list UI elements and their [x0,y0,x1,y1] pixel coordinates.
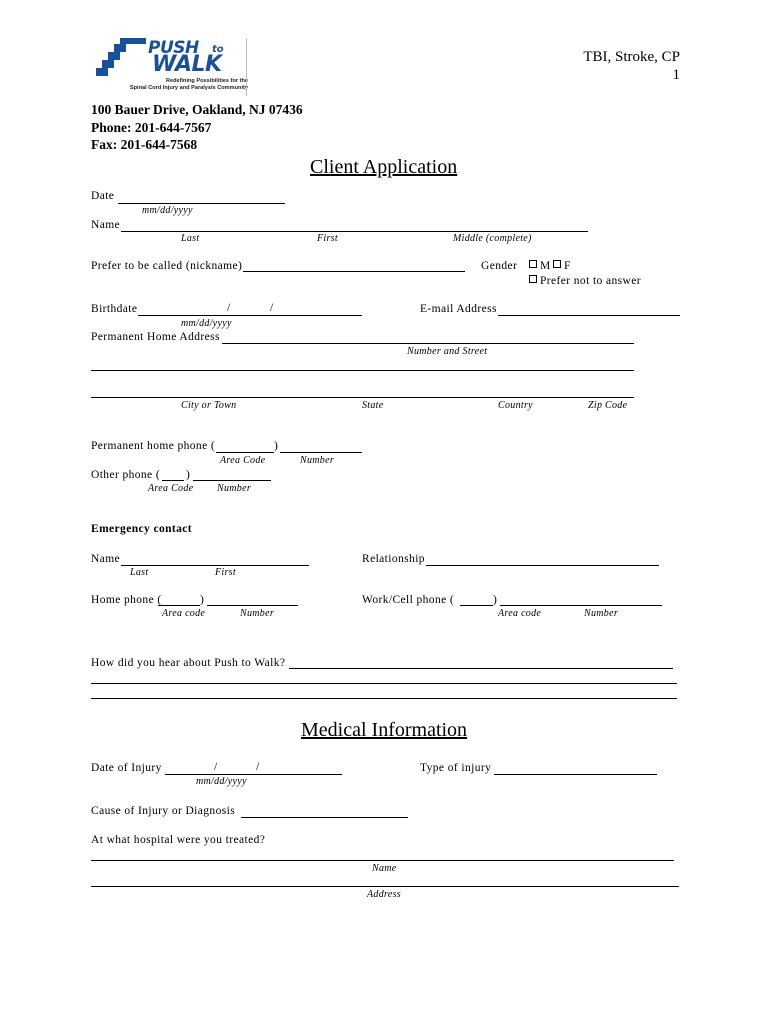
work-phone-area-hint: Area code [498,608,542,619]
org-fax: Fax: 201-644-7568 [91,137,198,152]
emergency-name-label: Name [91,553,121,565]
birthdate-separator: / [270,302,274,314]
referral-line-2[interactable] [91,683,677,684]
work-phone-number-field[interactable] [500,593,662,606]
home-phone-number-field[interactable] [280,440,362,453]
number-street-hint: Number and Street [407,346,488,357]
injury-date-separator: / [214,761,218,773]
country-hint: Country [498,400,533,411]
home-phone-area-field[interactable] [216,440,274,453]
checkbox-icon[interactable] [529,260,537,268]
logo-step-icon [102,60,114,68]
page-number: 1 [672,67,680,83]
emergency-home-phone-label: Home phone ( [91,594,162,606]
checkbox-icon[interactable] [529,275,537,283]
home-phone-area-hint: Area Code [220,455,266,466]
logo-step-icon [96,68,108,76]
gender-label: Gender [481,260,518,272]
name-middle-hint: Middle (complete) [453,233,532,244]
work-phone-number-hint: Number [584,608,619,619]
city-hint: City or Town [181,400,237,411]
work-phone-paren: ) [493,594,498,606]
hospital-name-hint: Name [372,863,397,874]
other-phone-area-field[interactable] [162,468,184,481]
home-phone-label: Permanent home phone ( [91,440,216,452]
logo-step-icon [108,52,120,60]
injury-type-label: Type of injury [420,762,492,774]
emergency-first-hint: First [215,567,236,578]
email-field[interactable] [498,303,680,316]
home-address-line-2[interactable] [91,370,634,371]
logo-to-text: to [212,44,224,55]
other-phone-paren: ) [186,469,191,481]
name-last-hint: Last [181,233,200,244]
birthdate-field[interactable] [138,303,362,316]
emergency-home-paren: ) [200,594,205,606]
hospital-question: At what hospital were you treated? [91,834,266,846]
form-category: TBI, Stroke, CP [583,49,680,65]
emergency-home-area-hint: Area code [162,608,206,619]
gender-prefer-not-option[interactable]: Prefer not to answer [529,275,641,287]
name-first-hint: First [317,233,338,244]
home-phone-paren: ) [274,440,279,452]
relationship-field[interactable] [426,553,659,566]
client-application-title: Client Application [310,156,458,178]
nickname-field[interactable] [243,259,465,272]
injury-date-separator: / [256,761,260,773]
birthdate-separator: / [227,302,231,314]
org-phone: Phone: 201-644-7567 [91,120,212,135]
other-phone-number-field[interactable] [193,468,271,481]
logo-walk-text: WALK [152,52,222,77]
name-field[interactable] [121,219,588,232]
other-phone-area-hint: Area Code [148,483,194,494]
emergency-home-number-field[interactable] [207,593,298,606]
referral-field[interactable] [289,656,673,669]
gender-m-option[interactable]: M [529,260,551,272]
emergency-home-number-hint: Number [240,608,275,619]
work-phone-area-field[interactable] [460,593,493,606]
other-phone-number-hint: Number [217,483,252,494]
cause-field[interactable] [241,805,408,818]
state-hint: State [362,400,384,411]
logo-tagline: Redefining Possibilities for the Spinal Cord Injury and Paralysis Community [129,78,248,91]
injury-date-label: Date of Injury [91,762,162,774]
gender-f-option[interactable]: F [553,260,571,272]
other-phone-label: Other phone ( [91,469,161,481]
org-address: 100 Bauer Drive, Oakland, NJ 07436 [91,102,303,117]
cause-label: Cause of Injury or Diagnosis [91,805,236,817]
home-address-line-3[interactable] [91,397,634,398]
name-label: Name [91,219,121,231]
referral-line-3[interactable] [91,698,677,699]
hospital-address-hint: Address [367,889,401,900]
birthdate-label: Birthdate [91,303,138,315]
home-address-street-field[interactable] [222,331,634,344]
emergency-name-field[interactable] [121,553,309,566]
hospital-name-field[interactable] [91,860,674,861]
hospital-address-field[interactable] [91,886,679,887]
emergency-home-area-field[interactable] [158,593,200,606]
date-format-hint: mm/dd/yyyy [142,205,193,216]
logo-push-text: PUSH [148,38,199,58]
relationship-label: Relationship [362,553,425,565]
date-label: Date [91,190,115,202]
injury-type-field[interactable] [494,762,657,775]
medical-information-title: Medical Information [301,719,468,741]
home-address-label: Permanent Home Address [91,331,220,343]
logo-divider [246,38,247,96]
checkbox-icon[interactable] [553,260,561,268]
nickname-label: Prefer to be called (nickname) [91,260,243,272]
work-phone-label: Work/Cell phone ( [362,594,455,606]
injury-date-field[interactable] [165,762,342,775]
email-label: E-mail Address [420,303,497,315]
date-field[interactable] [118,191,285,204]
emergency-last-hint: Last [130,567,149,578]
referral-question: How did you hear about Push to Walk? [91,657,286,669]
birthdate-format-hint: mm/dd/yyyy [181,318,232,329]
push-to-walk-logo [96,38,248,98]
injury-date-format-hint: mm/dd/yyyy [196,776,247,787]
home-phone-number-hint: Number [300,455,335,466]
zip-hint: Zip Code [588,400,628,411]
logo-step-icon [114,44,126,52]
logo-step-icon [120,38,146,44]
emergency-contact-heading: Emergency contact [91,523,193,535]
